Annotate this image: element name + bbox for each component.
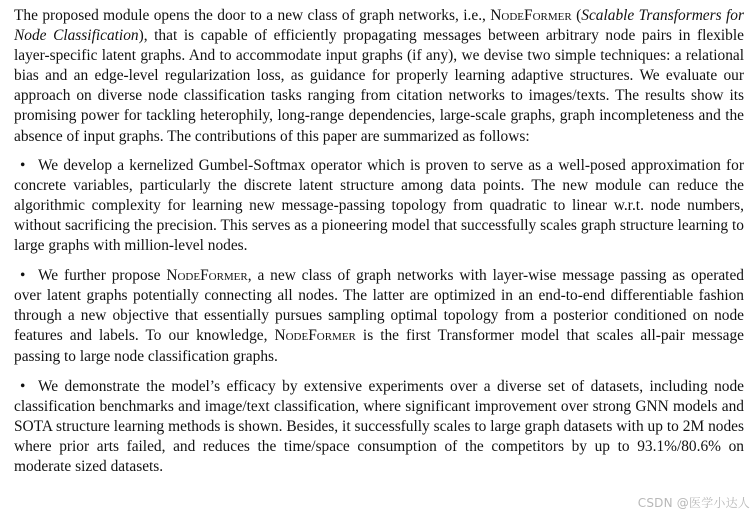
contribution-text: , a new class of graph networks with layer-wise message passing as operated over latent graphs potentially connecting all nodes. The latter are optimized in an end-to-end differentiable fashion through a new objective that essentially pursues sampling optimal topology from a posterior conditioned on node features and labels. To our knowledge, [14, 267, 744, 345]
bullet-marker: • [20, 156, 26, 174]
contribution-item [14, 156, 744, 256]
intro-text-1: The proposed module opens the door to a new class of graph networks, i.e., [14, 7, 491, 24]
bullet-marker: • [20, 267, 26, 285]
model-expansion: Scalable Transformers for Node Classification [14, 7, 744, 45]
contribution-text: We develop a kernelized Gumbel-Softmax operator which is proven to serve as a well-posed approximation for concrete variables, particularly the discrete latent structure among data points. The new module can reduce the algorithmic complexity for learning new message-passing topology from quadratic to linear w.r.t. node numbers, without sacrificing the precision. This serves as a pioneering model that successfully scales graph structure learning to large graphs with million-level nodes. [14, 156, 744, 255]
intro-text-3: ), that is capable of efficiently propagating messages between arbitrary node pairs in flexible layer-specific latent graphs. And to accommodate input graphs (if any), we devise two simple techniques: a relational bias and an edge-level regularization loss, as guidance for properly learning adaptive structures. We evaluate our approach on diverse node classification tasks ranging from citation networks to images/texts. The results show its promising power for tackling heterophily, long-range dependencies, large-scale graphs, graph incompleteness and the absence of input graphs. The contributions of this paper are summarized as follows: [14, 27, 744, 145]
intro-paragraph [14, 6, 744, 147]
contribution-text: We further propose [38, 267, 167, 285]
contribution-item [14, 266, 744, 366]
model-name: NodeFormer [274, 327, 356, 345]
contributions-list [14, 156, 744, 477]
contribution-text: is the first Transformer model that scales all-pair message passing to large node classification graphs. [14, 327, 744, 365]
model-name: NodeFormer [490, 7, 572, 24]
watermark: CSDN @医学小达人 [637, 496, 750, 510]
intro-text-2: ( [571, 7, 582, 24]
contribution-text: We demonstrate the model’s efficacy by extensive experiments over a diverse set of datasets, including node classification benchmarks and image/text classification, where significant improvement over strong GNN models and SOTA structure learning methods is shown. Besides, it successfully scales to large graph datasets with up to 2M nodes where prior arts failed, and reduces the time/space consumption of the competitors by up to 93.1%/80.6% on moderate sized datasets. [14, 377, 744, 475]
model-name: NodeFormer [166, 267, 248, 285]
contribution-item [14, 377, 744, 477]
bullet-marker: • [20, 377, 26, 395]
paper-page [14, 6, 744, 477]
